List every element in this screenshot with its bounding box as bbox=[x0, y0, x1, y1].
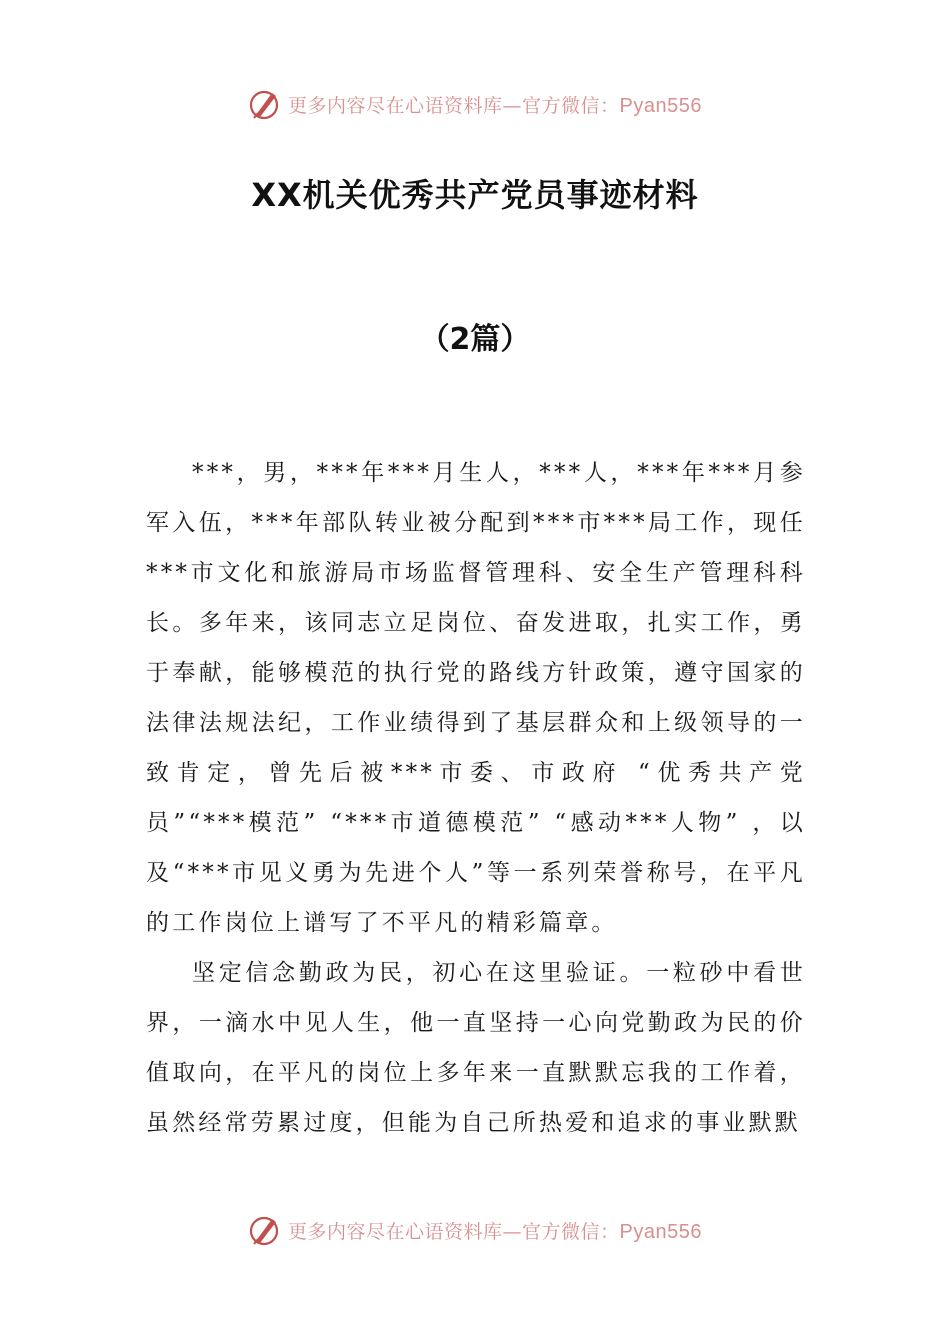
header-watermark-banner bbox=[0, 84, 950, 124]
document-subtitle: （2篇） bbox=[419, 322, 531, 357]
wechat-id: Pyan556 bbox=[619, 94, 702, 117]
quill-logo-icon bbox=[248, 87, 282, 121]
quill-logo-icon bbox=[248, 1213, 282, 1247]
wechat-id: Pyan556 bbox=[619, 1220, 702, 1243]
body-paragraph-2: 坚定信念勤政为民，初心在这里验证。一粒砂中看世界，一滴水中见人生，他一直坚持一心向党勤政为民的价值取向，在平凡的岗位上多年来一直默默忘我的工作着，虽然经常劳累过度，但能为自己所热爱和追求的事业默默 bbox=[146, 960, 806, 1136]
body-paragraph-1: ***，男，***年***月生人，***人，***年***月参军入伍，***年部队转业被分配到***市***局工作，现任***市文化和旅游局市场监督管理科、安全生产管理科科长。多年来，该同志立足岗位、奋发进取，扎实工作，勇于奉献，能够模范的执行党的路线方针政策，遵守国家的法律法规法纪，工作业绩得到了基层群众和上级领导的一致肯定，曾先后被***市委、市政府 “优秀共产党员”“***模范” “***市道德模范” “感动***人物” ，以及“***市见义勇为先进个人”等一系列荣誉称号，在平凡的工作岗位上谱写了不平凡的精彩篇章。 bbox=[146, 460, 806, 936]
banner-text: 更多内容尽在心语资料库—官方微信：Pyan556 bbox=[288, 1220, 702, 1243]
document-body bbox=[146, 448, 806, 1148]
footer-watermark-banner bbox=[0, 1210, 950, 1250]
banner-text: 更多内容尽在心语资料库—官方微信：Pyan556 bbox=[288, 94, 702, 117]
document-title: XX机关优秀共产党员事迹材料 bbox=[251, 176, 699, 214]
